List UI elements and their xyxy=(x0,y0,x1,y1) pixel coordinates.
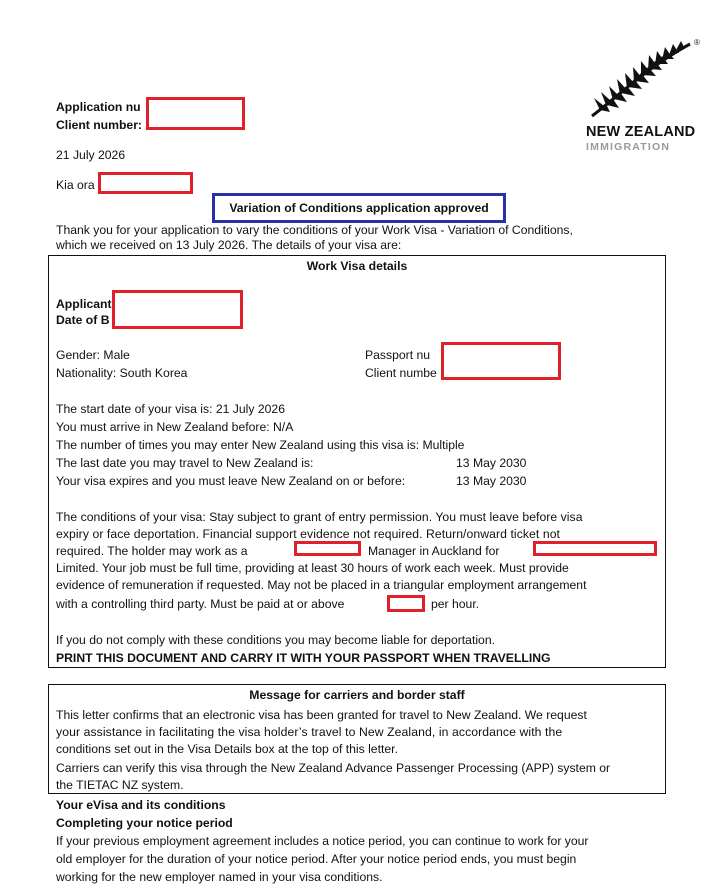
redaction-job-title xyxy=(294,541,361,556)
notice-period-line-2: old employer for the duration of your notice period. After your notice period ends, you must begin xyxy=(56,852,577,866)
letter-date: 21 July 2026 xyxy=(56,148,126,162)
carriers-line-5: the TIETAC NZ system. xyxy=(56,778,184,792)
print-notice: PRINT THIS DOCUMENT AND CARRY IT WITH YOUR PASSPORT WHEN TRAVELLING xyxy=(56,651,551,665)
redaction-name xyxy=(98,172,193,194)
passport-number-label: Passport nu xyxy=(365,348,431,362)
visa-details-heading: Work Visa details xyxy=(306,259,408,273)
applicant-label: Applicant xyxy=(56,297,112,311)
intro-line-1: Thank you for your application to vary the conditions of your Work Visa - Variation of Conditions, xyxy=(56,223,573,237)
nationality: Nationality: South Korea xyxy=(56,366,188,380)
conditions-line-3b: Manager in Auckland for xyxy=(368,544,500,558)
nz-immigration-logo xyxy=(586,38,706,158)
last-travel-label: The last date you may travel to New Zealand is: xyxy=(56,456,314,470)
intro-line-2: which we received on 13 July 2026. The details of your visa are: xyxy=(56,238,402,252)
redaction-employer xyxy=(533,541,657,556)
logo-line1: NEW ZEALAND xyxy=(586,124,696,140)
carriers-line-4: Carriers can verify this visa through the New Zealand Advance Passenger Processing (APP) system or xyxy=(56,761,611,775)
client-number-label: Client number: xyxy=(56,118,142,132)
redaction-pay-rate xyxy=(387,595,425,612)
greeting: Kia ora xyxy=(56,178,95,192)
notice-period-line-3: working for the new employer named in your visa conditions. xyxy=(56,870,383,884)
visa-expiry-date: 13 May 2030 xyxy=(456,474,527,488)
client-number-label-box: Client numbe xyxy=(365,366,437,380)
arrive-before: You must arrive in New Zealand before: N/A xyxy=(56,420,294,434)
evisa-heading: Your eVisa and its conditions xyxy=(56,798,226,812)
silver-fern-icon xyxy=(586,38,696,120)
conditions-line-5: evidence of remuneration if requested. May not be placed in a triangular employment arrangement xyxy=(56,578,587,592)
date-of-birth-label: Date of B xyxy=(56,313,110,327)
visa-start-date: The start date of your visa is: 21 July 2026 xyxy=(56,402,285,416)
notice-period-heading: Completing your notice period xyxy=(56,816,233,830)
carriers-line-3: conditions set out in the Visa Details box at the top of this letter. xyxy=(56,742,398,756)
redaction-application-number xyxy=(146,97,245,130)
redaction-passport-client xyxy=(441,342,561,380)
gender: Gender: Male xyxy=(56,348,130,362)
last-travel-date: 13 May 2030 xyxy=(456,456,527,470)
application-number-label: Application nu xyxy=(56,100,141,114)
conditions-line-6a: with a controlling third party. Must be paid at or above xyxy=(56,597,345,611)
number-of-entries: The number of times you may enter New Zealand using this visa is: Multiple xyxy=(56,438,465,452)
notice-period-line-1: If your previous employment agreement includes a notice period, you can continue to work for your xyxy=(56,834,589,848)
carriers-line-1: This letter confirms that an electronic visa has been granted for travel to New Zealand. We request xyxy=(56,708,587,722)
comply-warning: If you do not comply with these conditions you may become liable for deportation. xyxy=(56,633,495,647)
letter-title: Variation of Conditions application approved xyxy=(212,193,506,223)
conditions-line-6b: per hour. xyxy=(431,597,480,611)
carriers-heading: Message for carriers and border staff xyxy=(249,688,465,702)
conditions-line-4: Limited. Your job must be full time, providing at least 30 hours of work each week. Must provide xyxy=(56,561,569,575)
conditions-line-1: The conditions of your visa: Stay subject to grant of entry permission. You must leave before visa xyxy=(56,510,583,524)
carriers-line-2: your assistance in facilitating the visa holder’s travel to New Zealand, in accordance with the xyxy=(56,725,563,739)
visa-expiry-label: Your visa expires and you must leave New Zealand on or before: xyxy=(56,474,406,488)
registered-mark: ® xyxy=(694,38,700,47)
conditions-line-3a: required. The holder may work as a xyxy=(56,544,248,558)
conditions-line-2: expiry or face deportation. Financial support evidence not required. Return/onward ticket not xyxy=(56,527,561,541)
logo-line2: IMMIGRATION xyxy=(586,141,671,153)
redaction-applicant-details xyxy=(112,290,243,329)
